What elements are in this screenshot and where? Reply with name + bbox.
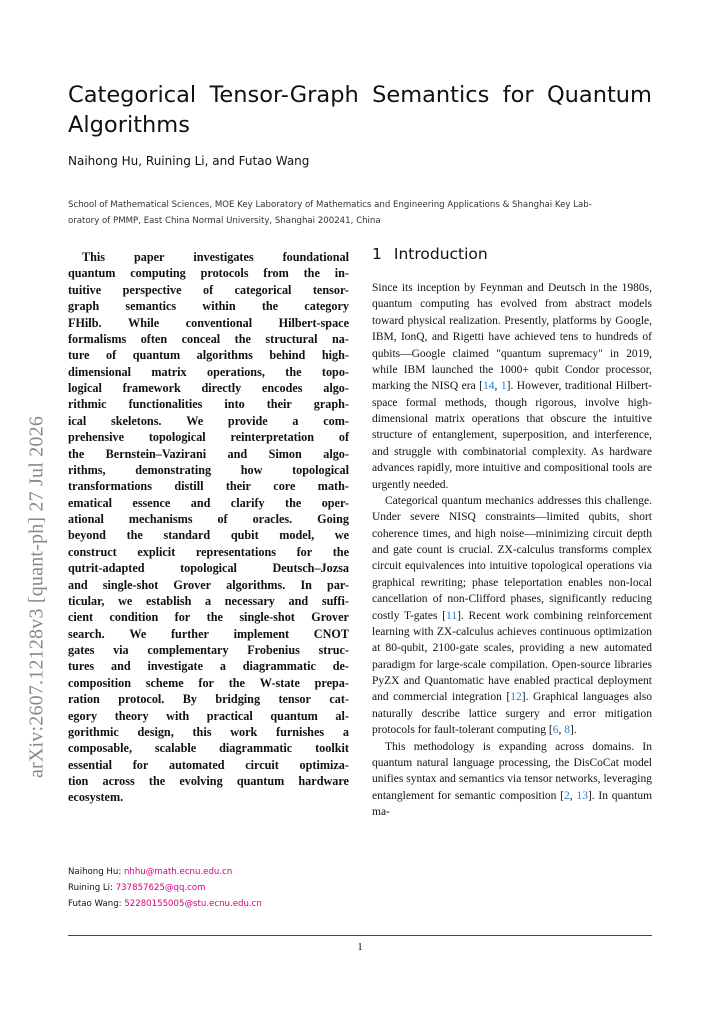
abstract-line: [68, 527, 349, 543]
abstract-word: of: [105, 348, 117, 363]
abstract-word: In: [300, 577, 312, 592]
abstract-word: construct: [68, 544, 117, 559]
intro-text: Since its inception by Feynman and Deutsch in the 1980s, quantum computing has evolved from abstract models toward physical realization. Presently, platforms by Google, IBM, IonQ, and Rigetti have achieved tens to hundreds of qubits—Google claimed "quantum supremacy" in 2019, while IBM launched the 1000+ qubit Condor processor, marking the NISQ era [: [372, 282, 652, 393]
abstract-word: necessary: [224, 593, 275, 608]
abstract-line: [68, 708, 349, 724]
abstract-word: cat-: [329, 692, 349, 707]
abstract-word: behind: [269, 348, 306, 363]
abstract-line: [68, 265, 349, 281]
abstract-word: the: [234, 331, 251, 346]
abstract-word: com-: [323, 413, 349, 428]
abstract-word: essence: [132, 495, 171, 510]
abstract-word: algorithms: [196, 348, 253, 363]
abstract-word: ture: [68, 348, 90, 363]
email-label: Futao Wang:: [68, 899, 122, 909]
abstract-word: gorithmic: [68, 724, 119, 739]
abstract-word: further: [170, 626, 209, 641]
abstract-word: composable,: [68, 741, 132, 756]
intro-text: ,: [569, 789, 577, 802]
abstract-word: and: [68, 577, 88, 592]
abstract-word: protocol.: [118, 692, 165, 707]
abstract-line: [68, 331, 349, 347]
abstract-line: [68, 446, 349, 462]
abstract-word: ticular,: [68, 593, 105, 608]
abstract-word: furnishes: [276, 724, 325, 739]
abstract-word: the: [261, 299, 279, 314]
abstract-word: categorical: [234, 282, 292, 297]
abstract-line: [68, 282, 349, 298]
abstract-word: mechanisms: [128, 512, 193, 526]
abstract-line: [68, 642, 349, 658]
abstract-word: of: [338, 430, 349, 445]
affiliation-line: oratory of PMMP, East China Normal University, Shanghai 200241, China: [68, 216, 381, 226]
abstract-word: hardware: [298, 774, 349, 788]
abstract-line: [68, 315, 349, 331]
abstract-word: oracles.: [252, 512, 293, 526]
abstract-word: qubit: [230, 528, 259, 543]
email-line: [68, 880, 262, 896]
abstract-word: from: [263, 266, 289, 281]
abstract-word: clarify: [230, 495, 265, 510]
abstract-word: single-shot: [239, 610, 295, 625]
abstract-word: matrix: [151, 364, 187, 379]
abstract-line: [68, 773, 349, 789]
abstract-word: skeletons.: [111, 413, 162, 428]
abstract-word: paper: [133, 250, 165, 264]
abstract-word: math-: [317, 479, 349, 494]
abstract-word: qutrit-adapted: [68, 561, 145, 576]
abstract-word: a: [292, 413, 299, 428]
abstract-word: FHilb.: [68, 315, 102, 330]
abstract-word: topological: [148, 430, 206, 445]
abstract-word: CNOT: [313, 626, 349, 641]
abstract-word: a: [342, 724, 349, 739]
intro-text: ].: [570, 724, 577, 737]
abstract-word: the: [68, 446, 85, 461]
abstract-word: oper-: [321, 495, 349, 510]
abstract-line: [68, 626, 349, 642]
abstract-word: par-: [327, 577, 349, 592]
abstract-word: evolving: [179, 774, 223, 788]
abstract-line: [68, 396, 349, 412]
abstract-word: tion: [68, 774, 89, 788]
abstract-line: [68, 544, 349, 560]
abstract-word: single-shot: [102, 577, 159, 592]
abstract-word: Hilbert-space: [278, 315, 349, 330]
abstract-word: al-: [335, 708, 349, 723]
abstract-line: [68, 757, 349, 773]
citation-link[interactable]: 13: [576, 789, 588, 802]
abstract-word: with: [166, 708, 190, 723]
abstract-word: logical: [68, 381, 102, 395]
abstract-word: struc-: [318, 643, 349, 657]
abstract-word: reinterpretation: [230, 430, 315, 445]
abstract-word: tensor: [278, 692, 311, 707]
abstract-word: the: [332, 544, 349, 559]
abstract: [68, 249, 349, 806]
email-link[interactable]: nhhu@math.ecnu.edu.cn: [123, 867, 233, 877]
abstract-word: algo-: [323, 446, 349, 461]
abstract-word: By: [182, 692, 197, 707]
abstract-word: we: [118, 593, 133, 608]
abstract-word: de-: [332, 659, 349, 674]
title-word: Semantics: [372, 82, 490, 108]
abstract-line: [68, 658, 349, 674]
abstract-word: their: [225, 479, 251, 494]
abstract-word: within: [202, 299, 236, 314]
abstract-word: composition: [68, 675, 131, 690]
abstract-word: scalable: [154, 741, 197, 756]
intro-paragraph: [372, 739, 652, 821]
abstract-word: distill: [174, 479, 204, 494]
abstract-word: their: [266, 397, 292, 412]
abstract-word: toolkit: [315, 741, 349, 756]
abstract-word: the: [126, 528, 143, 543]
abstract-word: and: [111, 659, 131, 674]
abstract-word: of: [217, 512, 228, 526]
abstract-word: quantum: [132, 348, 181, 363]
abstract-word: high-: [321, 348, 349, 363]
abstract-word: algo-: [323, 381, 349, 395]
email-label: Naihong Hu:: [68, 867, 122, 877]
abstract-word: provide: [227, 413, 268, 428]
title-word: Categorical: [68, 82, 197, 108]
citation-link[interactable]: 14: [483, 380, 495, 393]
abstract-word: framework: [122, 381, 181, 395]
abstract-word: conventional: [185, 315, 253, 330]
abstract-word: establish: [145, 593, 192, 608]
abstract-word: the: [303, 266, 320, 281]
abstract-line: [68, 347, 349, 363]
email-line: [68, 896, 262, 912]
abstract-word: ration: [68, 692, 100, 707]
section-title: Introduction: [393, 245, 488, 263]
abstract-word: conceal: [181, 331, 221, 346]
arxiv-stamp: arXiv:2607.12128v3 [quant-ph] 27 Jul 2026: [25, 415, 48, 779]
abstract-word: Going: [317, 512, 349, 526]
abstract-word: investigate: [147, 659, 204, 674]
abstract-word: practical: [206, 708, 253, 723]
abstract-line: [68, 560, 349, 576]
abstract-word: Simon: [268, 446, 302, 461]
abstract-word: how: [240, 462, 263, 477]
abstract-word: Grover: [173, 577, 212, 592]
abstract-line: [68, 609, 349, 625]
abstract-word: na-: [332, 331, 349, 346]
abstract-word: automated: [168, 757, 225, 772]
abstract-word: into: [224, 397, 245, 412]
abstract-word: protocols: [200, 266, 249, 281]
abstract-word: scheme: [145, 675, 184, 690]
abstract-line: [68, 298, 349, 314]
abstract-line: [68, 413, 349, 429]
citation-link[interactable]: 1: [500, 380, 507, 393]
abstract-word: Bernstein–Vazirani: [105, 446, 207, 461]
intro-text: ]. In quantum ma-: [372, 789, 653, 818]
abstract-word: rithmic: [68, 397, 107, 412]
abstract-word: we: [334, 528, 349, 543]
email-link[interactable]: 52280155005@stu.ecnu.edu.cn: [124, 899, 262, 909]
abstract-line: [68, 495, 349, 511]
abstract-line: [68, 577, 349, 593]
intro-text: ,: [558, 724, 565, 737]
abstract-word: the: [285, 495, 302, 510]
abstract-word: algorithms.: [226, 577, 286, 592]
abstract-word: representations: [195, 544, 276, 559]
abstract-line: [68, 364, 349, 380]
abstract-word: the: [285, 364, 302, 379]
abstract-word: search.: [68, 626, 105, 641]
intro-text: Categorical quantum mechanics addresses this challenge. Under severe NISQ constraints—limited qubits, short coherence times, and high noise—minimizing circuit depth and gate count is crucial. ZX-calculus transforms complex circuit equivalences into intuitive topological operations via graphical rewriting; phase teleportation enables non-local cancellation of non-Clifford phases, significantly reducing costly T-gates [: [372, 494, 652, 622]
abstract-word: This: [82, 250, 106, 264]
title-word: for: [502, 82, 534, 108]
citation-link[interactable]: 2: [564, 789, 570, 802]
citation-link[interactable]: 6: [552, 724, 559, 737]
citation-link[interactable]: 8: [564, 724, 571, 737]
abstract-word: for: [198, 675, 214, 690]
abstract-word: this: [192, 724, 212, 739]
author-list: Naihong Hu, Ruining Li, and Futao Wang: [68, 154, 310, 168]
intro-text: ]. Graphical languages also naturally describe lattice surgery and error mitigation protocols for fault-tolerant computing [: [372, 691, 652, 737]
abstract-word: a: [205, 593, 212, 608]
intro-paragraph: [372, 493, 652, 739]
citation-link[interactable]: 11: [446, 609, 458, 622]
abstract-word: transformations: [68, 479, 152, 494]
abstract-word: graph-: [313, 397, 349, 412]
abstract-word: Deutsch–Jozsa: [272, 561, 349, 576]
abstract-word: category: [304, 299, 349, 314]
intro-text: ]. However, traditional Hilbert-space formal methods, though rigorous, involve high-dimensional matrix operations that obscure the intuitive structure of entanglement, superposition, and interference, and struggle with combinatorial complexity. As hardware advances rapidly, more intuitive and compositional tools are urgently needed.: [372, 380, 653, 491]
abstract-word: a: [219, 659, 226, 674]
abstract-word: operations,: [206, 364, 265, 379]
abstract-word: diagrammatic: [242, 659, 316, 674]
abstract-word: and: [227, 446, 248, 461]
title-line: [68, 110, 652, 140]
paper-title: [68, 80, 652, 140]
author-emails: [68, 864, 262, 912]
abstract-word: ical: [68, 413, 87, 428]
intro-text: This methodology is expanding across domains. In quantum natural language processing, the DisCoCat model unifies syntax and semantics via tensor networks, leveraging entanglement for semantic composition [: [372, 740, 652, 802]
abstract-word: topological: [180, 561, 237, 576]
abstract-word: theory: [114, 708, 149, 723]
abstract-word: ematical: [68, 495, 112, 510]
affiliation-line: School of Mathematical Sciences, MOE Key Laboratory of Mathematics and Engineering Applications & Shanghai Key Lab-: [68, 200, 592, 210]
abstract-line: [68, 249, 349, 265]
abstract-line: [68, 429, 349, 445]
abstract-word: complementary: [147, 643, 229, 657]
abstract-word: graph: [68, 299, 100, 314]
abstract-word: for: [174, 610, 191, 625]
footer-rule: [68, 935, 652, 936]
email-label: Ruining Li:: [68, 883, 113, 893]
abstract-word: topo-: [321, 364, 349, 379]
abstract-word: in-: [334, 266, 349, 281]
abstract-word: across: [102, 774, 135, 788]
abstract-word: and: [190, 495, 211, 510]
abstract-word: Frobenius: [247, 643, 300, 657]
abstract-word: gates: [68, 643, 95, 657]
abstract-word: dimensional: [68, 364, 131, 379]
abstract-word: beyond: [68, 528, 106, 543]
page-number: 1: [357, 941, 363, 953]
abstract-word: circuit: [245, 757, 279, 772]
abstract-word: for: [296, 544, 313, 559]
abstract-word: implement: [233, 626, 290, 641]
abstract-word: W-state: [259, 675, 300, 690]
abstract-word: often: [140, 331, 168, 346]
abstract-line: [68, 740, 349, 756]
abstract-word: prepa-: [314, 675, 349, 690]
abstract-word: structural: [265, 331, 318, 346]
title-word: Tensor-Graph: [209, 82, 359, 108]
abstract-word: for: [132, 757, 149, 772]
abstract-word: explicit: [137, 544, 176, 559]
abstract-word: topological: [292, 462, 349, 477]
abstract-line: [68, 724, 349, 740]
abstract-word: prehensive: [68, 430, 124, 445]
abstract-word: rithms,: [68, 462, 106, 477]
abstract-word: the: [206, 610, 223, 625]
abstract-word: design,: [137, 724, 174, 739]
abstract-word: investigates: [193, 250, 254, 264]
abstract-word: semantics: [125, 299, 177, 314]
title-word: Algorithms: [68, 112, 190, 138]
abstract-word: diagrammatic: [219, 741, 293, 756]
introduction-body: [372, 280, 652, 820]
citation-link[interactable]: 12: [510, 691, 522, 704]
abstract-word: demonstrating: [135, 462, 212, 477]
email-link[interactable]: 737857625@qq.com: [115, 883, 206, 893]
abstract-word: suffi-: [321, 593, 349, 608]
title-word: Quantum: [546, 82, 652, 108]
intro-paragraph: [372, 280, 652, 493]
section-heading: [372, 245, 488, 263]
abstract-word: cient: [68, 610, 94, 625]
abstract-word: core: [273, 479, 296, 494]
abstract-word: bridging: [215, 692, 261, 707]
abstract-word: computing: [130, 266, 186, 281]
abstract-word: ational: [68, 512, 104, 526]
abstract-word: condition: [109, 610, 159, 625]
abstract-word: tuitive: [68, 282, 102, 297]
abstract-word: directly: [201, 381, 242, 395]
abstract-word: work: [230, 724, 258, 739]
affiliation: [68, 197, 652, 229]
abstract-word: model,: [279, 528, 315, 543]
title-line: [68, 80, 652, 110]
abstract-word: optimiza-: [299, 757, 349, 772]
abstract-word: essential: [68, 757, 113, 772]
abstract-word: of: [202, 282, 214, 297]
abstract-line: [68, 593, 349, 609]
abstract-word: We: [129, 626, 147, 641]
intro-text: ,: [494, 380, 501, 393]
abstract-word: quantum: [236, 774, 285, 788]
abstract-word: While: [128, 315, 160, 330]
abstract-word: quantum: [68, 266, 116, 281]
abstract-word: and: [288, 593, 309, 608]
abstract-line: [68, 380, 349, 396]
abstract-line: [68, 462, 349, 478]
abstract-line: [68, 789, 349, 805]
abstract-word: the: [228, 675, 245, 690]
abstract-line: [68, 675, 349, 691]
email-line: [68, 864, 262, 880]
abstract-word: via: [113, 643, 129, 657]
abstract-word: standard: [163, 528, 211, 543]
abstract-word: tensor-: [312, 282, 349, 297]
abstract-word: Grover: [311, 610, 349, 625]
abstract-word: egory: [68, 708, 98, 723]
abstract-line: [68, 511, 349, 527]
abstract-word: formalisms: [68, 331, 127, 346]
abstract-word: the: [148, 774, 166, 788]
section-number: 1: [372, 245, 382, 263]
abstract-word: encodes: [261, 381, 303, 395]
abstract-line: [68, 478, 349, 494]
abstract-word: tures: [68, 659, 95, 674]
abstract-word: We: [186, 413, 204, 428]
abstract-line: [68, 691, 349, 707]
abstract-word: functionalities: [128, 397, 203, 412]
abstract-word: perspective: [122, 282, 182, 297]
abstract-word: quantum: [270, 708, 318, 723]
abstract-word: foundational: [282, 250, 349, 264]
intro-text: ]. Recent work combining reinforcement learning with ZX-calculus achieves continuous optimization at 80-qubit, 2100-gate scales, providing a new automated paradigm for large-scale compilation. Open-source libraries PyZX and Quantomatic have enabled practical deployment and commercial integration [: [372, 609, 652, 704]
abstract-word: ecosystem.: [68, 790, 124, 805]
